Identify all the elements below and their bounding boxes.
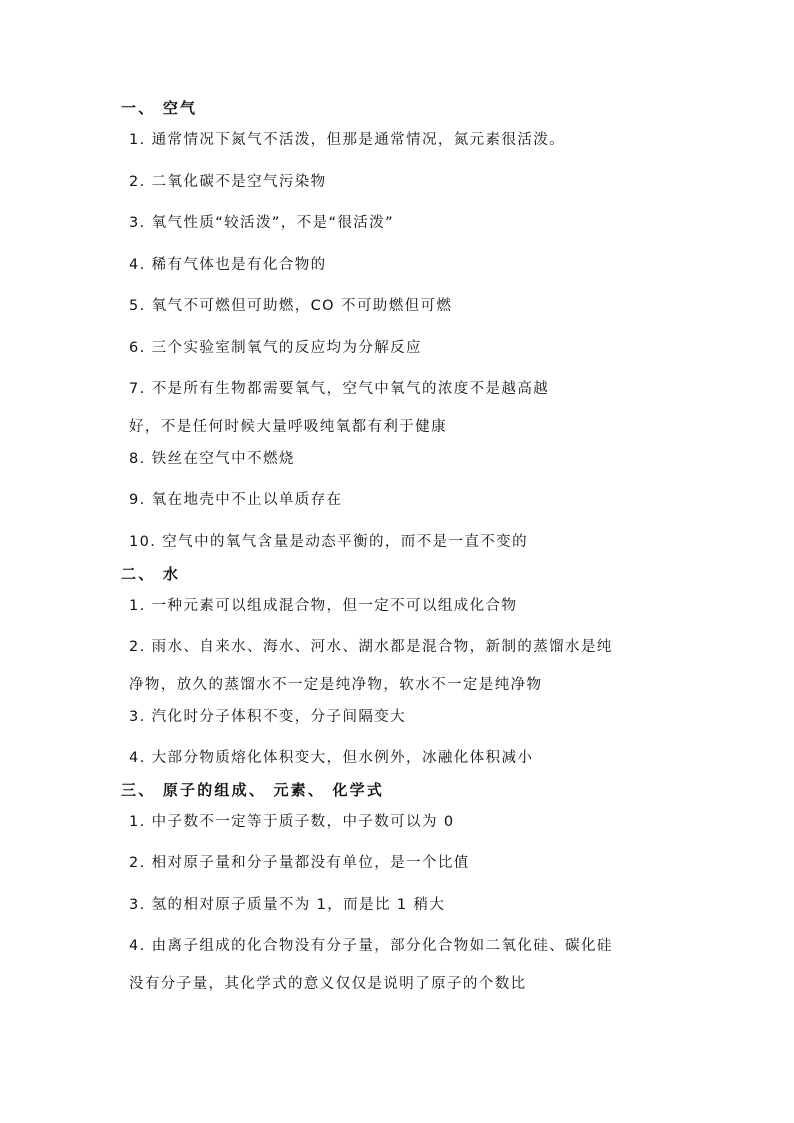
list-item: 4. 大部分物质熔化体积变大，但水例外，冰融化体积减小 bbox=[129, 750, 534, 766]
list-item: 3. 氧气性质“较活泼”，不是“很活泼” bbox=[129, 215, 394, 231]
list-item: 1. 一种元素可以组成混合物，但一定不可以组成化合物 bbox=[129, 598, 518, 614]
list-item: 9. 氧在地壳中不止以单质存在 bbox=[129, 492, 343, 508]
list-item: 4. 由离子组成的化合物没有分子量，部分化合物如二氧化硅、碳化硅 bbox=[129, 938, 613, 954]
list-item: 4. 稀有气体也是有化合物的 bbox=[129, 257, 327, 273]
list-item-continuation: 净物，放久的蒸馏水不一定是纯净物，软水不一定是纯净物 bbox=[129, 677, 543, 693]
list-item: 1. 中子数不一定等于质子数，中子数可以为 0 bbox=[129, 814, 455, 830]
list-item-continuation: 好，不是任何时候大量呼吸纯氧都有利于健康 bbox=[129, 419, 447, 435]
list-item: 1. 通常情况下氮气不活泼，但那是通常情况，氮元素很活泼。 bbox=[129, 132, 566, 148]
list-item: 7. 不是所有生物都需要氧气，空气中氧气的浓度不是越高越 bbox=[129, 381, 550, 397]
list-item: 8. 铁丝在空气中不燃烧 bbox=[129, 451, 295, 467]
list-item-continuation: 没有分子量，其化学式的意义仅仅是说明了原子的个数比 bbox=[129, 976, 527, 992]
list-item: 3. 汽化时分子体积不变，分子间隔变大 bbox=[129, 709, 407, 725]
section-heading-atoms: 三、 原子的组成、 元素、 化学式 bbox=[121, 781, 385, 799]
list-item: 3. 氢的相对原子质量不为 1，而是比 1 稍大 bbox=[129, 897, 446, 913]
list-item: 5. 氧气不可燃但可助燃，CO 不可助燃但可燃 bbox=[129, 298, 453, 314]
list-item: 2. 相对原子量和分子量都没有单位，是一个比值 bbox=[129, 855, 470, 871]
list-item: 6. 三个实验室制氧气的反应均为分解反应 bbox=[129, 340, 422, 356]
section-heading-air: 一、 空气 bbox=[121, 99, 198, 117]
section-heading-water: 二、 水 bbox=[121, 565, 181, 583]
list-item: 2. 雨水、自来水、海水、河水、湖水都是混合物，新制的蒸馏水是纯 bbox=[129, 639, 613, 655]
list-item: 10. 空气中的氧气含量是动态平衡的，而不是一直不变的 bbox=[129, 534, 528, 550]
list-item: 2. 二氧化碳不是空气污染物 bbox=[129, 174, 327, 190]
